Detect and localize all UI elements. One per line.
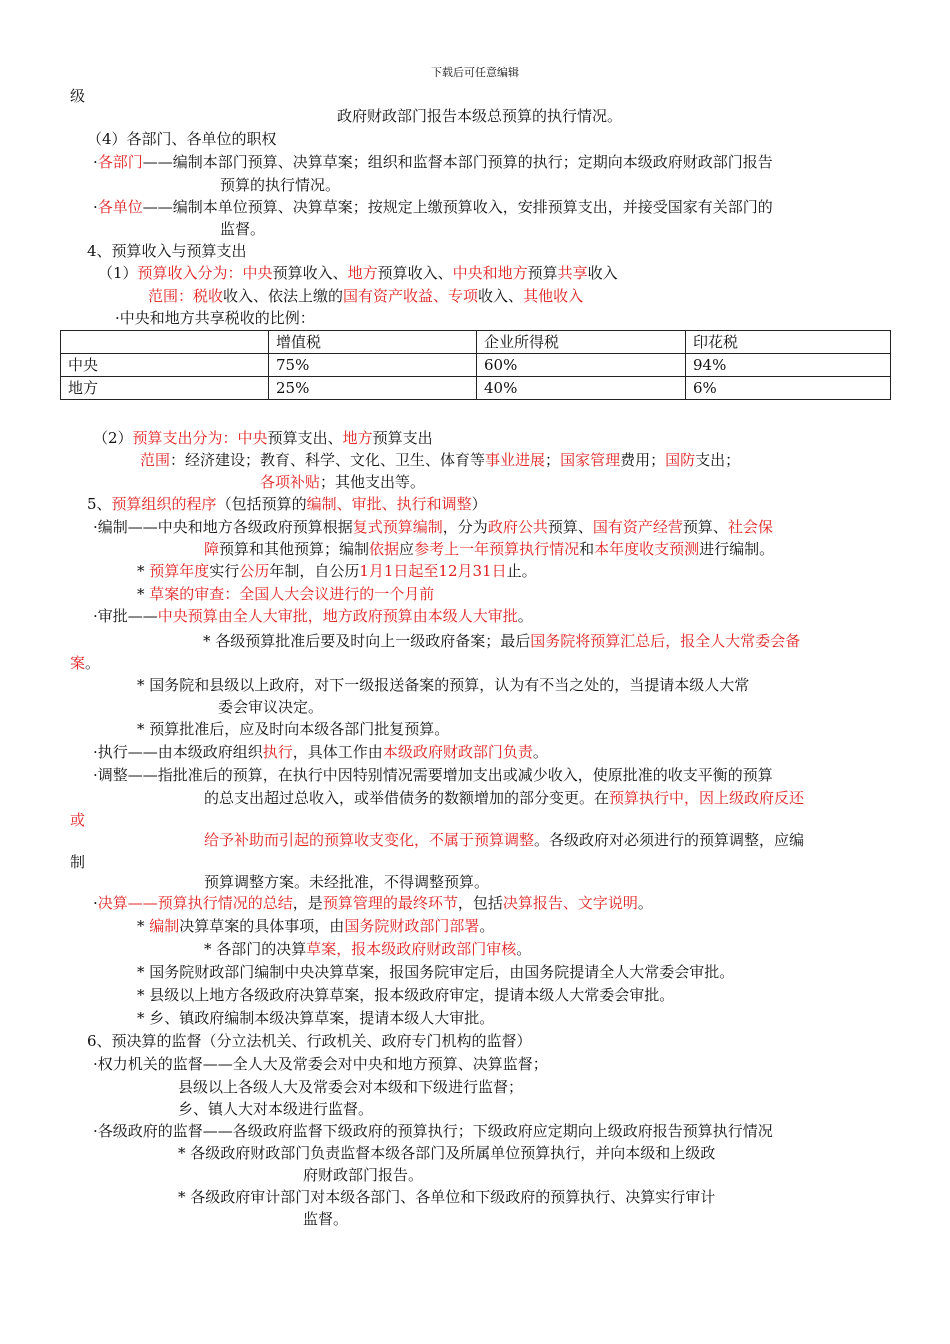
text-line: * 县级以上地方各级政府决算草案，报本级政府审定，提请本级人大常委会审批。 <box>137 986 675 1004</box>
table-cell: 25% <box>269 377 477 400</box>
section-heading: 6、预决算的监督（分立法机关、行政机关、政府专门机构的监督） <box>87 1032 532 1050</box>
text-line: 预算的执行情况。 <box>220 176 341 194</box>
table-cell: 地方 <box>61 377 269 400</box>
table-row <box>61 377 891 400</box>
table-cell: 印花税 <box>686 331 891 354</box>
text-line: ·审批——中央预算由全人大审批，地方政府预算由本级人大审批。 <box>93 607 533 625</box>
text-line: 委会审议决定。 <box>218 698 324 716</box>
text-line: ·决算——预算执行情况的总结，是预算管理的最终环节，包括决算报告、文字说明。 <box>93 894 653 912</box>
text-line: ·各部门——编制本部门预算、决算草案；组织和监督本部门预算的执行；定期向本级政府财政部门报告 <box>93 153 773 171</box>
text-line: * 草案的审查：全国人大会议进行的一个月前 <box>137 585 435 603</box>
text-line: 预算调整方案。未经批准，不得调整预算。 <box>204 873 490 891</box>
text-line: ·执行——由本级政府组织执行，具体工作由本级政府财政部门负责。 <box>93 743 548 761</box>
text-line: * 国务院和县级以上政府，对下一级报送备案的预算，认为有不当之处的，当提请本级人大常 <box>137 676 750 694</box>
section-heading: 5、预算组织的程序（包括预算的编制、审批、执行和调整） <box>87 495 487 513</box>
table-cell: 60% <box>477 354 686 377</box>
text-line: ·权力机关的监督——全人大及常委会对中央和地方预算、决算监督； <box>93 1055 548 1073</box>
section-heading: 4、预算收入与预算支出 <box>87 242 247 260</box>
table-cell: 中央 <box>61 354 269 377</box>
text-line: （1）预算收入分为：中央预算收入、地方预算收入、中央和地方预算共享收入 <box>98 264 618 282</box>
text-line: ·调整——指批准后的预算，在执行中因特别情况需要增加支出或减少收入，使原批准的收支平衡的预算 <box>93 766 773 784</box>
table-cell <box>61 331 269 354</box>
table-cell: 94% <box>686 354 891 377</box>
table-cell: 75% <box>269 354 477 377</box>
text-line: 县级以上各级人大及常委会对本级和下级进行监督； <box>178 1078 524 1096</box>
table-row <box>61 331 891 354</box>
text-line: * 国务院财政部门编制中央决算草案，报国务院审定后，由国务院提请全人大常委会审批。 <box>137 963 735 981</box>
text-line: 乡、镇人大对本级进行监督。 <box>178 1100 374 1118</box>
table-cell: 6% <box>686 377 891 400</box>
text-line: 障预算和其他预算；编制依据应参考上一年预算执行情况和本年度收支预测进行编制。 <box>204 540 775 558</box>
text-line: 范围：税收收入、依法上缴的国有资产收益、专项收入、其他收入 <box>148 287 584 305</box>
text-line: * 预算年度实行公历年制，自公历1月1日起至12月31日止。 <box>137 562 537 580</box>
text-line: ·中央和地方共享税收的比例： <box>115 309 315 327</box>
text-line: 监督。 <box>303 1210 349 1228</box>
text-line: * 预算批准后，应及时向本级各部门批复预算。 <box>137 720 450 738</box>
table-cell: 企业所得税 <box>477 331 686 354</box>
text-line: ·编制——中央和地方各级政府预算根据复式预算编制，分为政府公共预算、国有资产经营预算、社会保 <box>93 518 773 536</box>
text-line: * 各部门的决算草案，报本级政府财政部门审核。 <box>204 940 532 958</box>
text-line: 政府财政部门报告本级总预算的执行情况。 <box>337 107 623 125</box>
text-line: 案。 <box>70 654 101 672</box>
table-row <box>61 354 891 377</box>
text-line: 或 <box>70 811 86 829</box>
text-line: 制 <box>70 853 86 871</box>
text-line: * 乡、镇政府编制本级决算草案，提请本级人大审批。 <box>137 1009 495 1027</box>
text-line: ·各级政府的监督——各级政府监督下级政府的预算执行；下级政府应定期向上级政府报告预算执行情况 <box>93 1122 773 1140</box>
text-line: * 各级预算批准后要及时向上一级政府备案；最后国务院将预算汇总后，报全人大常委会备 <box>203 632 801 650</box>
text-line: 监督。 <box>220 220 266 238</box>
text-line: 各项补贴；其他支出等。 <box>260 473 426 491</box>
text-line: 府财政部门报告。 <box>303 1166 424 1184</box>
page-header: 下载后可任意编辑 <box>431 66 519 79</box>
text-line: 给予补助而引起的预算收支变化，不属于预算调整。各级政府对必须进行的预算调整，应编 <box>204 831 805 849</box>
tax-share-table <box>60 330 891 400</box>
text-line: * 各级政府审计部门对本级各部门、各单位和下级政府的预算执行、决算实行审计 <box>178 1188 716 1206</box>
text-line: 的总支出超过总收入，或举借债务的数额增加的部分变更。在预算执行中，因上级政府反还 <box>204 789 805 807</box>
text-line: （2）预算支出分为：中央预算支出、地方预算支出 <box>93 429 433 447</box>
text-line: ·各单位——编制本单位预算、决算草案；按规定上缴预算收入，安排预算支出，并接受国家有关部门的 <box>93 198 773 216</box>
text-line: 级 <box>70 87 86 105</box>
table-cell: 增值税 <box>269 331 477 354</box>
section-heading: （4）各部门、各单位的职权 <box>87 130 277 148</box>
text-line: 范围：经济建设；教育、科学、文化、卫生、体育等事业进展；国家管理费用；国防支出； <box>140 451 741 469</box>
text-line: * 各级政府财政部门负责监督本级各部门及所属单位预算执行，并向本级和上级政 <box>178 1144 716 1162</box>
table-cell: 40% <box>477 377 686 400</box>
text-line: * 编制决算草案的具体事项，由国务院财政部门部署。 <box>137 917 495 935</box>
